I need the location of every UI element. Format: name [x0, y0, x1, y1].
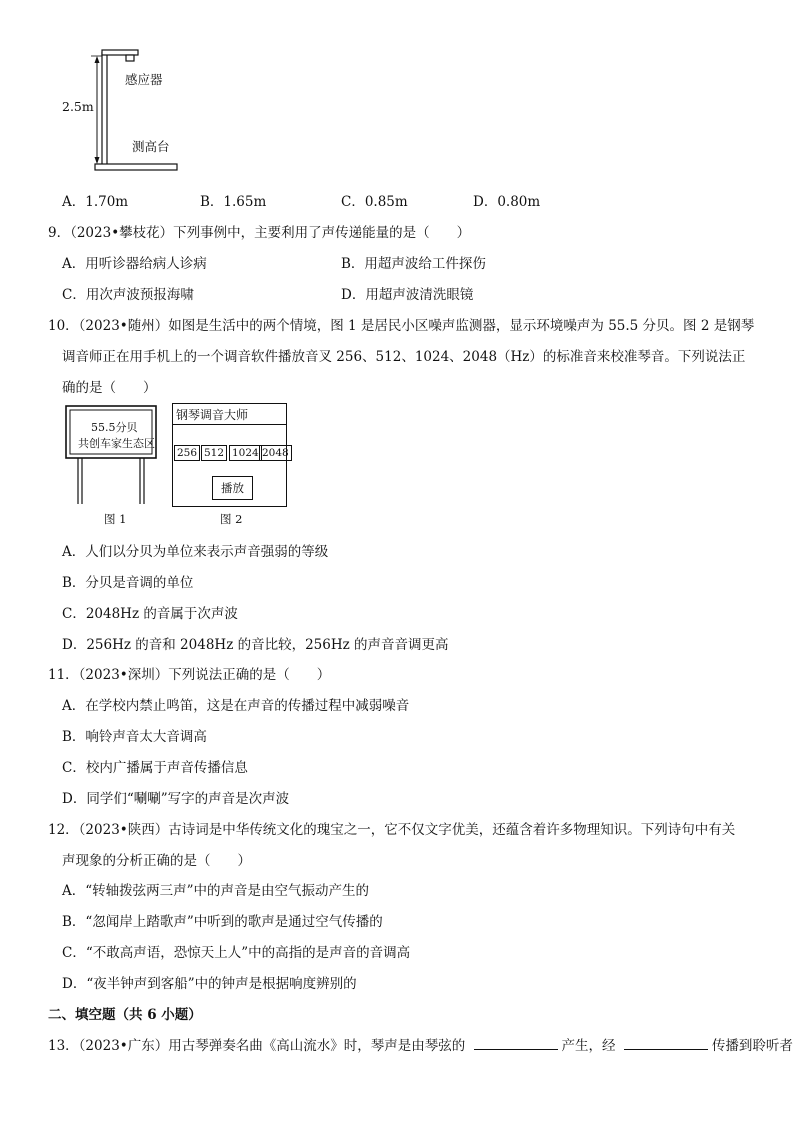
tuning-app-title: 钢琴调音大师 [176, 408, 249, 422]
q13-blank-1[interactable] [474, 1037, 558, 1050]
q9-stem: 9．（2023•攀枝花）下列事例中，主要利用了声传递能量的是（ ） [48, 225, 471, 241]
play-button: 播放 [212, 476, 253, 500]
q12-stem-line-1: 12．（2023•陕西）古诗词是中华传统文化的瑰宝之一，它不仅文字优美，还蕴含着许多物理知识。下列诗句中有关 [48, 822, 736, 838]
q13-part-2: 产生，经 [561, 1038, 620, 1054]
figure-2-caption: 图 2 [220, 512, 243, 526]
q11-option-c: C．校内广播属于声音传播信息 [62, 760, 248, 776]
q8-option-b: B．1.65m [200, 194, 267, 210]
freq-button-256: 256 [174, 445, 200, 461]
freq-button-2048: 2048 [259, 445, 292, 461]
q10-stem-line-1: 10．（2023•随州）如图是生活中的两个情境，图 1 是居民小区噪声监测器，显示环境噪声为 55.5 分贝。图 2 是钢琴 [48, 318, 755, 334]
q10-option-b: B．分贝是音调的单位 [62, 575, 194, 591]
figure-1-caption: 图 1 [104, 512, 127, 526]
sensor-label: 感应器 [125, 72, 163, 87]
q12-option-c: C．“不敢高声语，恐惊天上人”中的高指的是声音的音调高 [62, 945, 411, 961]
q13-part-1: 13．（2023•广东）用古琴弹奏名曲《高山流水》时，琴声是由琴弦的 [48, 1038, 470, 1054]
q10-option-d: D．256Hz 的音和 2048Hz 的音比较，256Hz 的声音音调更高 [62, 637, 449, 653]
freq-button-512: 512 [201, 445, 227, 461]
noise-location: 共创车家生态区 [78, 437, 155, 450]
q11-option-d: D．同学们“唰唰”写字的声音是次声波 [62, 791, 290, 807]
q8-option-d: D．0.80m [473, 194, 541, 210]
q12-option-a: A．“转轴拨弦两三声”中的声音是由空气振动产生的 [62, 883, 370, 899]
q9-option-a: A．用听诊器给病人诊病 [62, 256, 207, 272]
q10-option-c: C．2048Hz 的音属于次声波 [62, 606, 238, 622]
q10-stem-line-3: 确的是（ ） [62, 380, 157, 396]
q8-option-c: C．0.85m [341, 194, 408, 210]
q9-option-b: B．用超声波给工件探伤 [341, 256, 486, 272]
section-2-title: 二、填空题（共 6 小题） [48, 1007, 202, 1023]
q8-option-a: A．1.70m [62, 194, 129, 210]
q12-stem-line-2: 声现象的分析正确的是（ ） [62, 853, 251, 869]
q9-option-d: D．用超声波清洗眼镜 [341, 287, 474, 303]
q13-blank-2[interactable] [624, 1037, 708, 1050]
q12-option-b: B．“忽闻岸上踏歌声”中听到的歌声是通过空气传播的 [62, 914, 383, 930]
q10-stem-line-2: 调音师正在用手机上的一个调音软件播放音叉 256、512、1024、2048（Hz）的标准音来校准琴音。下列说法正 [62, 349, 746, 365]
q11-stem: 11．（2023•深圳）下列说法正确的是（ ） [48, 667, 331, 683]
tuning-app-titlebar-divider [172, 424, 286, 425]
platform-label: 测高台 [132, 139, 170, 154]
q13-stem [48, 1034, 793, 1054]
height-label: 2.5m [62, 99, 94, 114]
q11-option-b: B．响铃声音太大音调高 [62, 729, 207, 745]
q13-part-3: 传播到聆听者 [711, 1038, 793, 1054]
q10-option-a: A．人们以分贝为单位来表示声音强弱的等级 [62, 544, 329, 560]
q11-option-a: A．在学校内禁止鸣笛，这是在声音的传播过程中减弱噪音 [62, 698, 410, 714]
q12-option-d: D．“夜半钟声到客船”中的钟声是根据响度辨别的 [62, 976, 357, 992]
noise-reading: 55.5分贝 [91, 421, 138, 434]
freq-button-1024: 1024 [229, 445, 262, 461]
q9-option-c: C．用次声波预报海啸 [62, 287, 194, 303]
